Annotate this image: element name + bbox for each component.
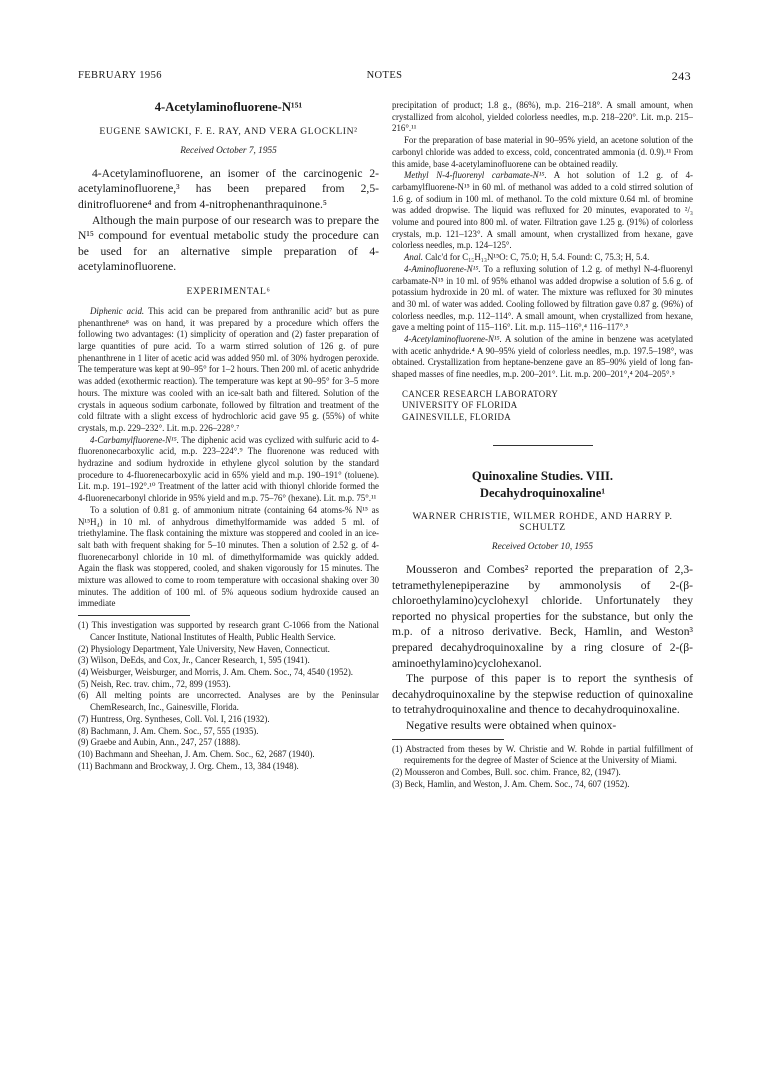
experimental-paragraph — [78, 306, 379, 435]
subsection-lead: Methyl N-4-fluorenyl carbamate-N¹⁵. — [404, 170, 547, 181]
article-separator — [493, 445, 593, 446]
paragraph-text: This acid can be prepared from anthranilic acid⁷ but as pure phenanthrene⁸ was on hand, it was prepared by a procedure which offers the following two advantages: (1) simplicity of operation and (2) faster preparation of large quantities of pure acid. To a warm stirred solution of 126 g. of pure phenanthrene in 1 liter of acetic acid was added 950 ml. of 30% hydrogen peroxide. The temperature was kept at 90–95° for 1–2 hours. Then 200 ml. of acetic anhydride was added (exothermic reaction). The temperature was kept at 90–95° for 3–5 more hours. The mixture was cooled with an ice-salt bath and filtered. Solution of the crystals in aqueous sodium carbonate, followed by filtration and treatment of the cold filtrate with a slight excess of hydrochloric acid gave 95 g. (55%) of white crystals, m.p. 229–232°. Lit. m.p. 226–228°.⁷ — [78, 305, 379, 433]
affiliation-line: CANCER RESEARCH LABORATORY — [402, 388, 559, 399]
experimental-heading: EXPERIMENTAL⁶ — [186, 285, 271, 297]
paragraph-text: For the preparation of base material in 90–95% yield, an acetone solution of the carbonyl chloride was added to excess, cold, concentrated ammonia (d. 0.9).¹¹ From this amide, base 4-acetylaminofluorene can be obtained readily. — [392, 135, 693, 169]
footnote: (3) Wilson, DeEds, and Cox, Jr., Cancer Research, 1, 595 (1941). — [78, 655, 310, 666]
experimental-paragraph — [392, 170, 693, 252]
article1-received-date: Received October 7, 1955 — [180, 145, 277, 156]
experimental-paragraph — [392, 264, 693, 334]
paragraph-text: precipitation of product; 1.8 g., (86%), m.p. 216–218°. A small amount, when crystallized from alcohol, yielded colorless needles, m.p. 218–220°. Lit. m.p. 215–216°.¹¹ — [392, 100, 693, 134]
subsection-lead: Diphenic acid. — [90, 305, 145, 316]
subsection-lead: Anal. — [404, 252, 423, 263]
footnote: (10) Bachmann and Sheehan, J. Am. Chem. Soc., 62, 2687 (1940). — [78, 748, 315, 759]
affiliation-line: UNIVERSITY OF FLORIDA — [402, 400, 518, 411]
article2-paragraph: Mousseron and Combes² reported the preparation of 2,3-tetramethylenepiperazine by ammonolysis of 2-(β-chloroethylamino)cyclohexyl chloride. Unfortunately they reported no physical properties for the substance, but only the m.p. of a nitroso derivative. Beck, Hamlin, and Weston³ prepared decahydroquinoxaline by a ring closure of 2-(β-aminoethylamino)cyclohexanol. — [392, 563, 693, 670]
page-number: 243 — [671, 69, 691, 83]
right-column — [392, 100, 693, 790]
footnote-divider — [78, 615, 190, 616]
experimental-paragraph — [392, 100, 693, 135]
footnote: (6) All melting points are uncorrected. Analyses are by the Peninsular ChemResearch, Inc., Gainesville, Florida. — [78, 690, 379, 713]
running-head-section: NOTES — [366, 70, 403, 81]
paragraph-text: To a solution of 0.81 g. of ammonium nitrate (containing 64 atoms-% N¹⁵ as N¹⁵H₄) in 10 ml. of anhydrous dimethylformamide was added 5 ml. of triethylamine. The flask containing the mixture was stoppered and cooled in an ice-salt bath with frequent shaking for 5–10 minutes. Then a solution of 2.52 g. of 4-fluorenecarbonyl chloride in 10 ml. of dimethylformamide was quickly added. Again the flask was stoppered, cooled, and shaken vigorously for 15 minutes. The mixture was allowed to come to room temperature with occasional shaking over 30 minutes. The addition of 100 ml. of 5% aqueous sodium hydroxide caused an immediate — [78, 504, 379, 609]
footnotes — [78, 620, 379, 772]
article2-title — [392, 468, 693, 502]
article2-title-line: Decahydroquinoxaline¹ — [479, 486, 606, 501]
footnote: (1) This investigation was supported by research grant C-1066 from the National Cancer Institute, National Institutes of Health, Public Health Service. — [78, 620, 379, 642]
experimental-paragraph — [392, 252, 693, 264]
article2-footnotes — [392, 744, 693, 791]
article2-title-line: Quinoxaline Studies. VIII. — [471, 469, 614, 484]
article2-paragraph: The purpose of this paper is to report the synthesis of decahydroquinoxaline by the stepwise reduction of quinoxaline to tetrahydroquinoxaline and thence to decahydroquinoxaline. — [392, 672, 693, 717]
footnote: (2) Mousseron and Combes, Bull. soc. chim. France, 82, (1947). — [392, 767, 621, 778]
paragraph-text: To a refluxing solution of 1.2 g. of methyl N-4-fluorenyl carbamate-N¹⁵ in 10 ml. of 95% ethanol was added dropwise a solution of 5.6 g. of potassium hydroxide in 20 ml. of water. The mixture was refluxed for 30 minutes and 30 ml. of water was added. Cooling followed by filtration gave 0.87 g. (96%) of colorless needles, m.p. 112–114°. A small amount, when crystallized from hexane, gave a melting point of 115–116°. Lit. m.p. 115–116°,⁴ 116–117°.⁵ — [392, 263, 693, 333]
running-head — [78, 70, 691, 84]
footnote: (9) Graebe and Aubin, Ann., 247, 257 (1888). — [78, 737, 241, 748]
footnote: (4) Weisburger, Weisburger, and Morris, J. Am. Chem. Soc., 74, 4540 (1952). — [78, 666, 354, 677]
paragraph-text: The diphenic acid was cyclized with sulfuric acid to 4-fluorenonecarboxylic acid, m.p. 223–224°.⁹ The fluorenone was reduced with hydrazine and sodium hydroxide in ethylene glycol solution by the standard procedure to 4-fluorenecarboxylic acid in 65% yield and m.p. 190–191° (toluene). Lit. m.p. 191–192°.¹⁰ Treatment of the latter acid with thionyl chloride formed the 4-fluorenecarbonyl chloride in 95% yield and m.p. 75–76° (hexane). Lit. m.p. 75°.¹¹ — [78, 434, 379, 504]
footnote: (1) Abstracted from theses by W. Christie and W. Rohde in partial fulfillment of requirements for the degree of Master of Science at the University of Miami. — [392, 743, 693, 766]
left-column — [78, 100, 379, 772]
experimental-paragraph — [392, 135, 693, 170]
experimental-paragraph — [392, 334, 693, 381]
footnote: (7) Huntress, Org. Syntheses, Coll. Vol. I, 216 (1932). — [78, 713, 270, 724]
affiliation — [402, 389, 693, 423]
paragraph-text: A hot solution of 1.2 g. of 4-carbamylfluorene-N¹⁵ in 60 ml. of methanol was added to a cold stirred solution of 1.6 g. of sodium in 100 ml. of methanol. To the cold mixture 0.64 ml. of bromine was added dropwise. The liquid was refluxed for 20 minutes, evaporated to ²/₃ volume and poured into 800 ml. of water. Filtration gave 1.25 g. (91%) of colorless crystals, m.p. 121–123°. A small amount, when crystallized from hexane, gave colorless needles, m.p. 124–125°. — [392, 170, 693, 251]
article2-paragraph: Negative results were obtained when quinox- — [406, 719, 617, 733]
article2-received-date: Received October 10, 1955 — [491, 542, 594, 553]
paragraph-text: Calc'd for C₁₅H₁₃N¹⁵O: C, 75.0; H, 5.4. Found: C, 75.3; H, 5.4. — [422, 252, 650, 263]
footnote-divider — [392, 739, 504, 740]
intro-paragraph: 4-Acetylaminofluorene, an isomer of the carcinogenic 2-acetylaminofluorene,³ has been prepared from 2,5-dinitrofluorene⁴ and from 4-nitrophenanthraquinone.⁵ — [78, 166, 379, 211]
article1-authors: EUGENE SAWICKI, F. E. RAY, AND VERA GLOCKLIN² — [99, 125, 358, 137]
article1-title: 4-Acetylaminofluorene-N¹⁵¹ — [154, 100, 303, 114]
footnote: (5) Neish, Rec. trav. chim., 72, 899 (1953). — [78, 678, 231, 689]
paragraph-text: A solution of the amine in benzene was acetylated with acetic anhydride.⁴ A 90–95% yield of colorless needles, m.p. 197.5–198°, was obtained. Crystallization from heptane-benzene gave an 85–90% yield of long fan-shaped masses of fine needles, m.p. 200–201°. Lit. m.p. 200–201°,⁴ 204–205°.⁵ — [392, 334, 693, 380]
footnote: (3) Beck, Hamlin, and Weston, J. Am. Chem. Soc., 74, 607 (1952). — [392, 778, 630, 789]
running-head-date: FEBRUARY 1956 — [78, 70, 162, 81]
intro-paragraph: Although the main purpose of our research was to prepare the N¹⁵ compound for eventual metabolic study the procedure can be used for an alternative simple preparation of 4-acetylaminofluorene. — [78, 213, 379, 274]
footnote: (8) Bachmann, J. Am. Chem. Soc., 57, 555 (1935). — [78, 725, 259, 736]
experimental-paragraph — [78, 505, 379, 610]
footnote: (2) Physiology Department, Yale University, New Haven, Connecticut. — [78, 643, 330, 654]
affiliation-line: GAINESVILLE, FLORIDA — [402, 411, 512, 422]
article2-authors: WARNER CHRISTIE, WILMER ROHDE, AND HARRY P. SCHULTZ — [412, 511, 673, 534]
experimental-paragraph — [78, 435, 379, 505]
footnote: (11) Bachmann and Brockway, J. Org. Chem., 13, 384 (1948). — [78, 760, 299, 771]
subsection-lead: 4-Carbamylfluorene-N¹⁵. — [90, 434, 179, 445]
subsection-lead: 4-Acetylaminofluorene-N¹⁵. — [404, 334, 502, 345]
subsection-lead: 4-Aminofluorene-N¹⁵. — [404, 263, 481, 274]
